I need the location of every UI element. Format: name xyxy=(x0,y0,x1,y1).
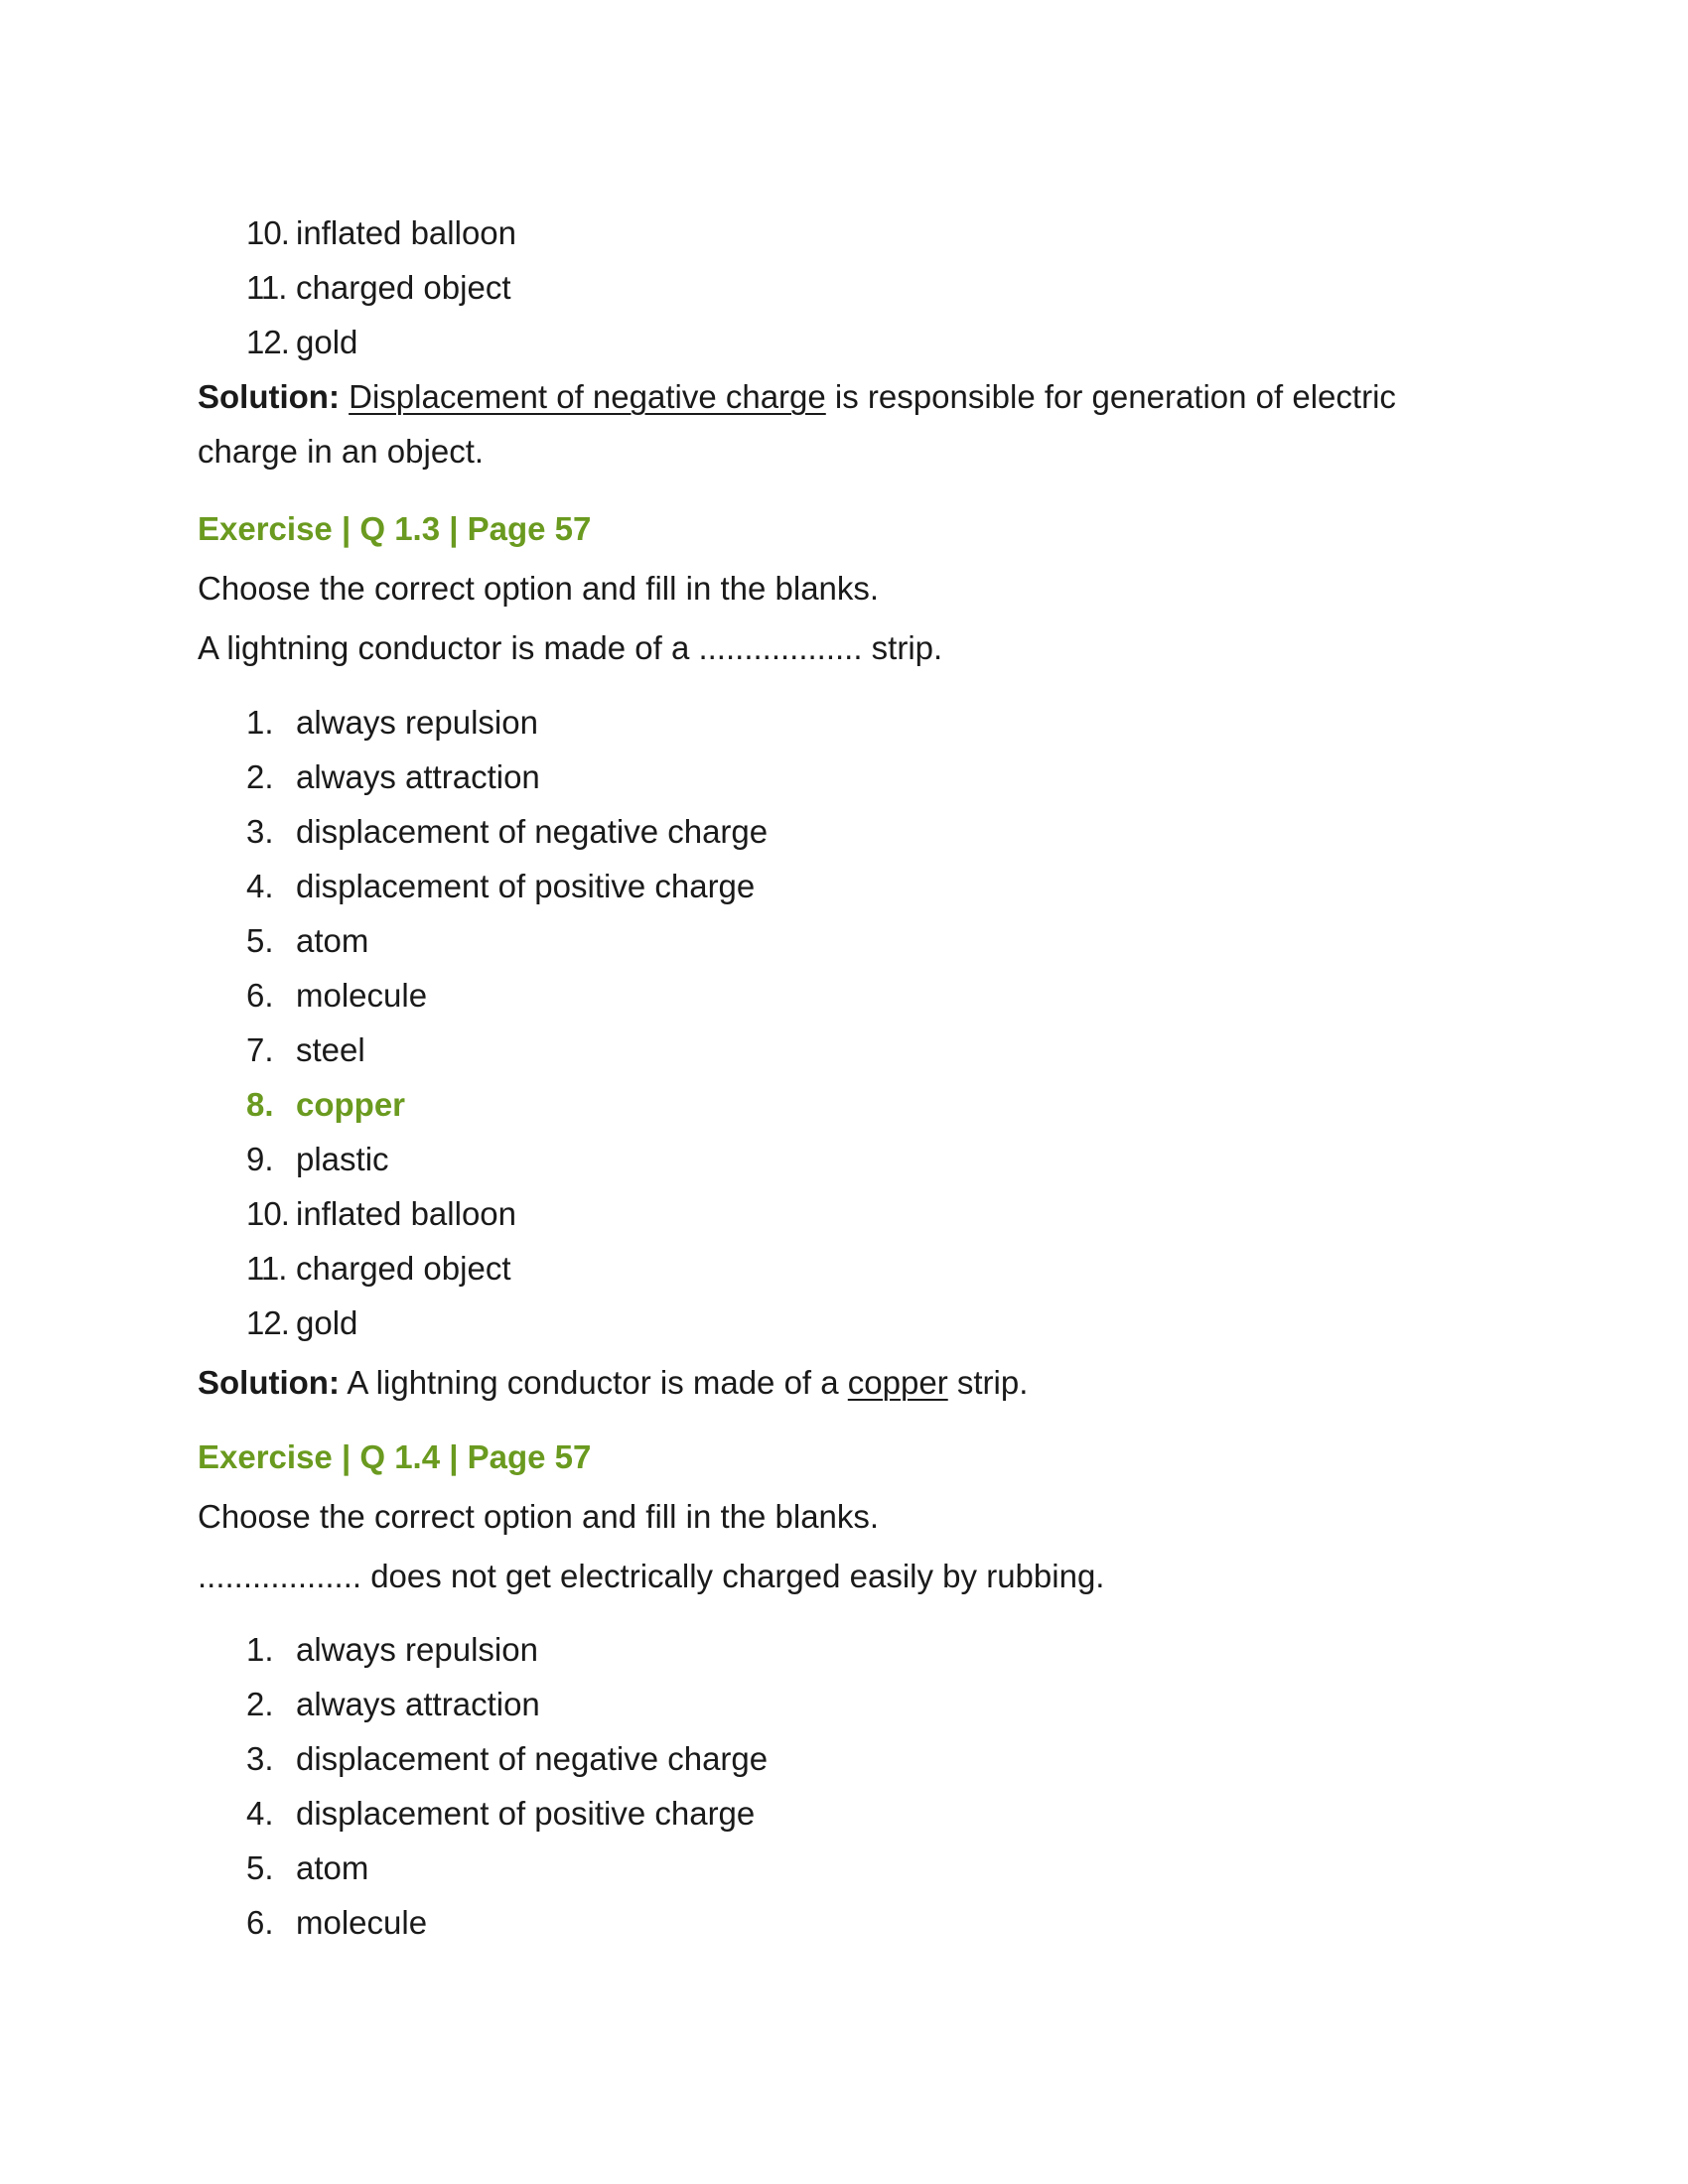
list-item xyxy=(246,695,768,750)
q12-solution-line1 xyxy=(198,369,1396,424)
option-number: 1. xyxy=(246,1631,274,1668)
option-label: displacement of positive charge xyxy=(296,1795,756,1832)
list-item xyxy=(246,1731,768,1786)
option-label: plastic xyxy=(296,1141,389,1177)
list-item xyxy=(246,1296,768,1350)
option-number: 10. xyxy=(246,214,289,251)
solution-prefix: Solution: xyxy=(198,1364,340,1401)
q13-instruction: Choose the correct option and fill in the blanks. xyxy=(198,570,880,607)
option-label: gold xyxy=(296,324,358,360)
list-item xyxy=(246,1677,768,1731)
q13-heading: Exercise | Q 1.3 | Page 57 xyxy=(198,510,592,547)
q14-question: .................. does not get electrically charged easily by rubbing. xyxy=(198,1558,1105,1594)
q14-heading: Exercise | Q 1.4 | Page 57 xyxy=(198,1438,592,1475)
list-item xyxy=(246,968,768,1023)
list-item xyxy=(246,205,516,260)
option-label: gold xyxy=(296,1304,358,1341)
list-item xyxy=(246,315,516,369)
option-number: 4. xyxy=(246,1795,274,1832)
option-label: molecule xyxy=(296,977,428,1014)
option-number: 10. xyxy=(246,1195,289,1232)
option-number: 5. xyxy=(246,1849,274,1886)
option-number: 4. xyxy=(246,868,274,904)
option-label: copper xyxy=(296,1086,406,1123)
option-label: displacement of negative charge xyxy=(296,813,769,850)
q12-solution-line2: charge in an object. xyxy=(198,433,485,470)
option-number: 11. xyxy=(246,269,287,306)
solution-answer: Displacement of negative charge xyxy=(349,378,826,415)
option-number: 12. xyxy=(246,1304,289,1341)
list-item xyxy=(246,260,516,315)
option-label: atom xyxy=(296,922,369,959)
list-item xyxy=(246,1132,768,1186)
q13-solution xyxy=(198,1355,1028,1410)
option-number: 7. xyxy=(246,1031,274,1068)
option-number: 3. xyxy=(246,1740,274,1777)
option-number: 11. xyxy=(246,1250,287,1287)
correct-option-item xyxy=(246,1077,768,1132)
option-label: molecule xyxy=(296,1904,428,1941)
solution-prefix: Solution: xyxy=(198,378,340,415)
solution-answer: copper xyxy=(847,1364,948,1401)
option-label: steel xyxy=(296,1031,365,1068)
list-item xyxy=(246,1786,768,1841)
q13-options xyxy=(246,695,768,1350)
solution-text: A lightning conductor is made of a xyxy=(339,1364,848,1401)
solution-text-end: strip. xyxy=(947,1364,1029,1401)
list-item xyxy=(246,1895,768,1950)
option-number: 8. xyxy=(246,1086,274,1123)
solution-text: is responsible for generation of electric xyxy=(825,378,1396,415)
list-item xyxy=(246,804,768,859)
option-label: inflated balloon xyxy=(296,214,517,251)
option-number: 3. xyxy=(246,813,274,850)
list-item xyxy=(246,1186,768,1241)
option-label: atom xyxy=(296,1849,369,1886)
option-label: inflated balloon xyxy=(296,1195,517,1232)
q14-options xyxy=(246,1622,768,1950)
option-number: 5. xyxy=(246,922,274,959)
list-item xyxy=(246,1622,768,1677)
option-number: 2. xyxy=(246,1686,274,1722)
option-number: 6. xyxy=(246,1904,274,1941)
q14-instruction: Choose the correct option and fill in the blanks. xyxy=(198,1498,880,1535)
option-number: 12. xyxy=(246,324,289,360)
option-number: 1. xyxy=(246,704,274,741)
list-item xyxy=(246,913,768,968)
list-item xyxy=(246,1241,768,1296)
list-item xyxy=(246,1841,768,1895)
option-number: 2. xyxy=(246,758,274,795)
option-label: charged object xyxy=(296,269,511,306)
list-item xyxy=(246,859,768,913)
option-label: always repulsion xyxy=(296,704,538,741)
option-label: charged object xyxy=(296,1250,511,1287)
option-number: 9. xyxy=(246,1141,274,1177)
list-item xyxy=(246,750,768,804)
option-label: always attraction xyxy=(296,758,540,795)
q13-question: A lightning conductor is made of a .................. strip. xyxy=(198,629,943,666)
q12-options-tail xyxy=(246,205,516,369)
option-number: 6. xyxy=(246,977,274,1014)
option-label: always attraction xyxy=(296,1686,540,1722)
option-label: always repulsion xyxy=(296,1631,538,1668)
option-label: displacement of negative charge xyxy=(296,1740,769,1777)
list-item xyxy=(246,1023,768,1077)
option-label: displacement of positive charge xyxy=(296,868,756,904)
